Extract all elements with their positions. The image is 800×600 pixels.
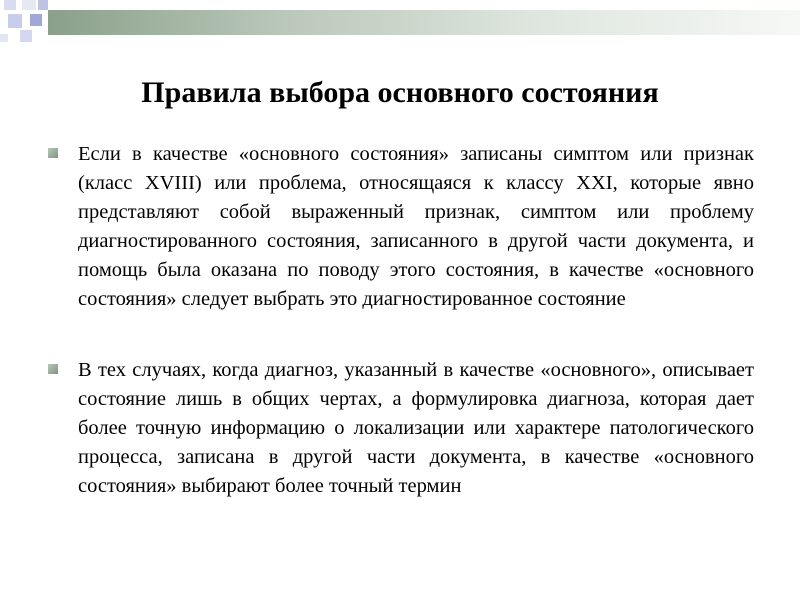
header-gradient-bar [48,10,800,35]
decor-square [20,30,32,42]
decor-square [30,14,42,26]
slide-title: Правила выбора основного состояния [141,76,659,109]
decor-square [0,34,8,42]
decor-square [4,0,16,10]
bullet-item [48,356,754,501]
bullet-text: В тех случаях, когда диагноз, указанный в качестве «основного», описывает состояние лишь в общих чертах, а формулировка диагноза, которая дает более точную информацию о локализации или характере патологического процесса, записана в другой части документа, в качестве «основного состояния» выбирают более точный термин [78,359,754,497]
decor-square [22,0,36,10]
square-bullet-icon [48,364,58,374]
bullet-item [48,140,754,314]
square-bullet-icon [48,148,58,158]
header-decoration [0,0,800,42]
bullet-list [48,140,754,501]
decor-square [38,0,48,10]
bullet-text: Если в качестве «основного состояния» записаны симптом или признак (класс XVIII) или проблема, относящаяся к классу XXI, которые явно представляют собой выраженный признак, симптом или проблему диагностированного состояния, записанного в другой части документа, и помощь была оказана по поводу этого состояния, в качестве «основного состояния» следует выбрать это диагностированное состояние [78,143,754,310]
decor-square [8,14,22,28]
